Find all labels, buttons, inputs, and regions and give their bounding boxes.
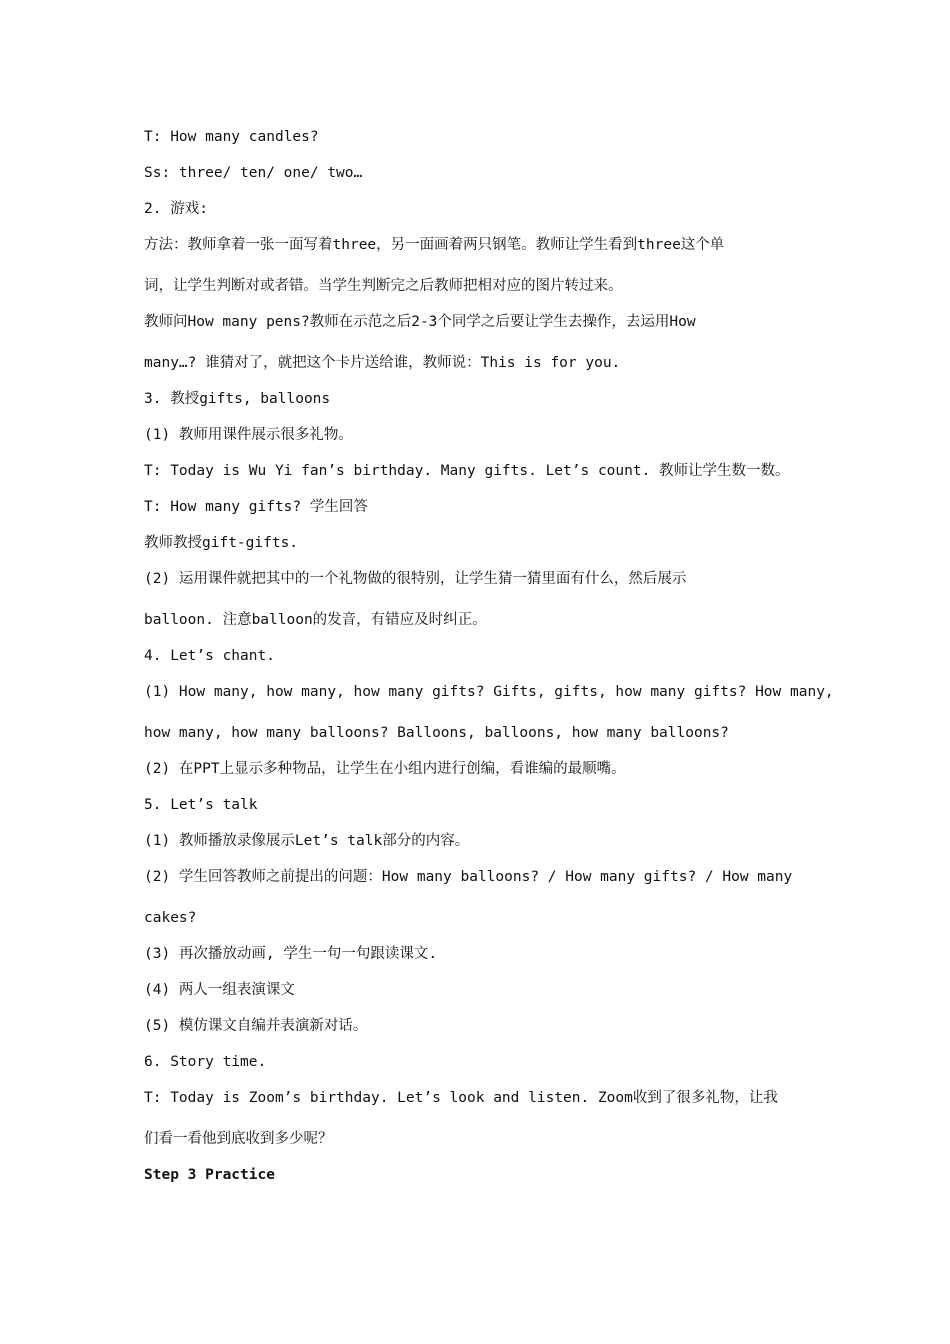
- text-line: (4) 两人一组表演课文: [144, 982, 295, 998]
- text-line: 教师问How many pens?教师在示范之后2-3个同学之后要让学生去操作，去运用How: [144, 314, 696, 330]
- text-line: (3) 再次播放动画, 学生一句一句跟读课文.: [144, 946, 438, 962]
- text-line: 方法：教师拿着一张一面写着three，另一面画着两只钢笔。教师让学生看到three这个单: [144, 237, 725, 253]
- text-line: how many, how many balloons? Balloons, balloons, how many balloons?: [144, 725, 729, 741]
- section-heading: 3. 教授gifts, balloons: [144, 391, 331, 407]
- section-heading: 5. Let’s talk: [144, 797, 258, 813]
- text-line: (2) 在PPT上显示多种物品，让学生在小组内进行创编，看谁编的最顺嘴。: [144, 761, 626, 777]
- text-line: many…? 谁猜对了，就把这个卡片送给谁，教师说：This is for you.: [144, 355, 621, 371]
- text-line: 词，让学生判断对或者错。当学生判断完之后教师把相对应的图片转过来。: [144, 278, 623, 294]
- text-line: T: How many gifts? 学生回答: [144, 499, 368, 515]
- text-line: (5) 模仿课文自编并表演新对话。: [144, 1018, 368, 1034]
- text-line: T: How many candles?: [144, 129, 319, 145]
- text-line: (1) How many, how many, how many gifts? Gifts, gifts, how many gifts? How many,: [144, 684, 834, 700]
- text-line: Ss: three/ ten/ one/ two…: [144, 165, 363, 181]
- text-line: 2. 游戏:: [144, 201, 208, 217]
- text-line: 教师教授gift-gifts.: [144, 535, 299, 551]
- section-heading: 4. Let’s chant.: [144, 648, 275, 664]
- text-line: (2) 学生回答教师之前提出的问题：How many balloons? / How many gifts? / How many: [144, 869, 793, 885]
- text-line: (2) 运用课件就把其中的一个礼物做的很特别，让学生猜一猜里面有什么，然后展示: [144, 571, 687, 587]
- text-line: (1) 教师播放录像展示Let’s talk部分的内容。: [144, 833, 470, 849]
- text-line: T: Today is Wu Yi fan’s birthday. Many gifts. Let’s count. 教师让学生数一数。: [144, 463, 790, 479]
- text-line: cakes?: [144, 910, 197, 926]
- text-line: (1) 教师用课件展示很多礼物。: [144, 427, 353, 443]
- text-line: balloon. 注意balloon的发音，有错应及时纠正。: [144, 612, 487, 628]
- text-line: 们看一看他到底收到多少呢？: [144, 1131, 333, 1147]
- section-heading: 6. Story time.: [144, 1054, 267, 1070]
- step-heading: Step 3 Practice: [144, 1167, 275, 1183]
- text-line: T: Today is Zoom’s birthday. Let’s look and listen. Zoom收到了很多礼物，让我: [144, 1090, 778, 1106]
